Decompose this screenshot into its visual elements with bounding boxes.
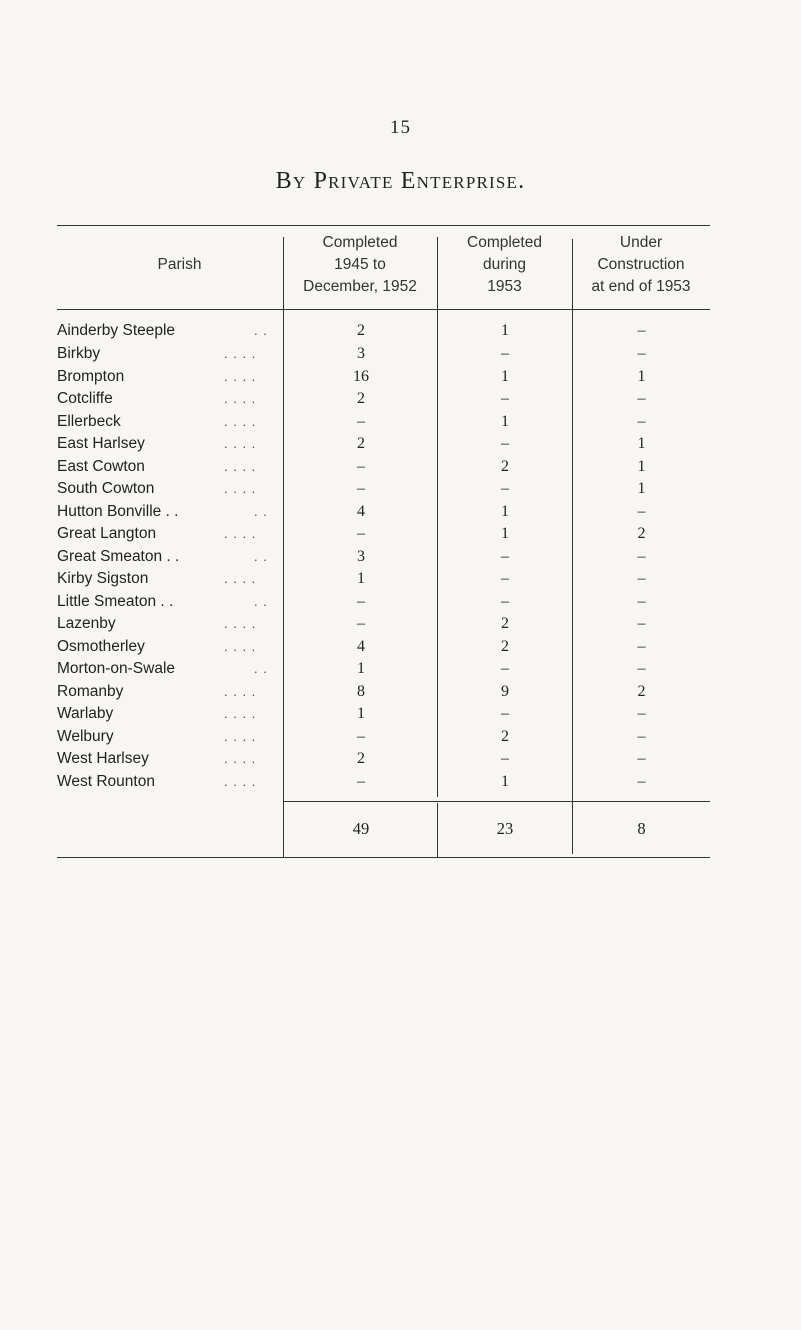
page-number: 15 — [390, 117, 411, 138]
table-row — [57, 591, 710, 614]
total-under-construction: 8 — [637, 819, 646, 838]
cell-under-construction: 1 — [637, 367, 646, 385]
cell-under-construction: – — [637, 390, 646, 407]
cell-completed-1945-1952: 3 — [357, 345, 365, 362]
cell-completed-1953: 2 — [501, 457, 509, 475]
cell-completed-1945-1952: 4 — [357, 637, 365, 655]
parish-name: Little Smeaton . . — [57, 592, 174, 610]
table-row — [57, 658, 710, 681]
leader-dots: . . . . — [224, 346, 257, 361]
leader-dots: . . . . — [224, 413, 257, 429]
cell-completed-1953: 1 — [501, 367, 509, 385]
totals-row — [57, 818, 710, 841]
cell-under-construction: 1 — [637, 457, 646, 475]
leader-dots: . . . . — [224, 571, 257, 586]
parish-name: Great Langton — [57, 525, 157, 542]
parish-name: Great Smeaton . . — [57, 547, 180, 565]
leader-dots: . . . . — [224, 436, 257, 451]
parish-name: Birkby — [57, 345, 101, 362]
leader-dots: . . . . — [224, 706, 257, 721]
cell-under-construction: – — [637, 705, 646, 722]
parish-name: Cotcliffe — [57, 390, 113, 407]
total-completed-1945-1952: 49 — [352, 819, 370, 838]
cell-completed-1945-1952: – — [357, 457, 365, 475]
parish-name: Lazenby — [57, 615, 116, 632]
cell-completed-1945-1952: – — [357, 772, 365, 790]
cell-completed-1953: 1 — [501, 412, 509, 430]
housing-table — [57, 225, 710, 857]
cell-under-construction: – — [637, 412, 646, 430]
cell-completed-1945-1952: – — [357, 412, 365, 430]
table-row — [57, 613, 710, 636]
cell-completed-1953: – — [501, 592, 509, 610]
table-row — [57, 726, 710, 749]
cell-completed-1953: 1 — [501, 525, 509, 542]
leader-dots: . . . . — [224, 773, 257, 789]
cell-under-construction: – — [637, 772, 646, 790]
cell-under-construction: – — [637, 750, 646, 767]
cell-under-construction: – — [637, 660, 646, 677]
cell-completed-1945-1952: – — [357, 727, 365, 745]
table-row — [57, 320, 710, 343]
cell-completed-1945-1952: 3 — [357, 547, 365, 565]
table-row — [57, 636, 710, 659]
leader-dots: . . — [254, 593, 268, 609]
cell-completed-1953: – — [501, 345, 509, 362]
cell-under-construction: – — [637, 592, 646, 610]
parish-name: Osmotherley — [57, 637, 145, 655]
total-rule — [284, 801, 710, 802]
cell-completed-1945-1952: – — [357, 615, 365, 632]
cell-under-construction: – — [637, 637, 646, 655]
table-row — [57, 771, 710, 794]
parish-name: East Cowton — [57, 457, 145, 475]
leader-dots: . . . . — [224, 368, 257, 384]
cell-completed-1945-1952: 2 — [357, 750, 365, 767]
cell-under-construction: – — [637, 502, 646, 520]
cell-completed-1945-1952: – — [357, 525, 365, 542]
cell-completed-1945-1952: 1 — [357, 570, 365, 587]
leader-dots: . . — [254, 503, 268, 519]
parish-name: Welbury — [57, 727, 114, 745]
table-row — [57, 478, 710, 501]
table-row — [57, 501, 710, 524]
parish-name: Romanby — [57, 682, 124, 700]
leader-dots: . . . . — [224, 728, 257, 744]
cell-completed-1953: 1 — [501, 322, 509, 339]
parish-name: East Harlsey — [57, 435, 145, 452]
total-completed-1953: 23 — [496, 819, 514, 838]
cell-completed-1945-1952: 4 — [357, 502, 365, 520]
cell-completed-1953: 9 — [501, 682, 509, 700]
page-title — [0, 168, 801, 195]
cell-under-construction: 1 — [637, 480, 646, 497]
title-word-private: Private — [313, 168, 394, 194]
table-row — [57, 681, 710, 704]
table-row — [57, 703, 710, 726]
cell-completed-1953: 2 — [501, 727, 509, 745]
cell-under-construction: – — [637, 322, 646, 339]
table-row — [57, 433, 710, 456]
cell-under-construction: – — [637, 727, 646, 745]
cell-completed-1953: 2 — [501, 637, 509, 655]
top-rule — [57, 225, 710, 226]
leader-dots: . . . . — [224, 481, 257, 496]
header-completed-1953: Completed during 1953 — [467, 234, 542, 295]
cell-under-construction: 2 — [637, 525, 646, 542]
cell-completed-1953: – — [501, 390, 509, 407]
table-row — [57, 411, 710, 434]
header-parish: Parish — [157, 256, 202, 273]
cell-completed-1945-1952: 2 — [357, 390, 365, 407]
cell-completed-1953: – — [501, 750, 509, 767]
header-rule — [57, 309, 710, 310]
parish-name: West Rounton — [57, 772, 155, 790]
cell-completed-1945-1952: – — [357, 480, 365, 497]
parish-name: Ainderby Steeple — [57, 322, 176, 339]
table-row — [57, 523, 710, 546]
cell-completed-1953: – — [501, 480, 509, 497]
parish-name: Brompton — [57, 367, 125, 385]
cell-completed-1953: – — [501, 570, 509, 587]
cell-completed-1953: – — [501, 705, 509, 722]
table-row — [57, 568, 710, 591]
leader-dots: . . . . — [224, 526, 257, 541]
parish-name: Hutton Bonville . . — [57, 502, 179, 520]
cell-completed-1945-1952: 16 — [353, 367, 369, 385]
cell-completed-1953: – — [501, 547, 509, 565]
cell-under-construction: – — [637, 570, 646, 587]
leader-dots: . . — [254, 661, 268, 676]
leader-dots: . . . . — [224, 391, 257, 406]
leader-dots: . . . . — [224, 751, 257, 766]
leader-dots: . . . . — [224, 458, 257, 474]
parish-name: Ellerbeck — [57, 412, 121, 430]
cell-completed-1945-1952: – — [357, 592, 365, 610]
parish-name: Warlaby — [57, 705, 114, 722]
leader-dots: . . . . — [224, 616, 257, 631]
cell-completed-1953: – — [501, 435, 509, 452]
title-word-enterprise: Enterprise. — [400, 168, 526, 194]
leader-dots: . . . . — [224, 683, 257, 699]
title-word-by: By — [275, 168, 307, 194]
leader-dots: . . . . — [224, 638, 257, 654]
cell-under-construction: – — [637, 345, 646, 362]
cell-completed-1945-1952: 1 — [357, 705, 365, 722]
bottom-rule — [57, 857, 710, 858]
cell-under-construction: 1 — [637, 435, 646, 452]
leader-dots: . . — [254, 323, 268, 338]
cell-completed-1953: 2 — [501, 615, 509, 632]
parish-name: West Harlsey — [57, 750, 149, 767]
leader-dots: . . — [254, 548, 268, 564]
parish-name: Morton-on-Swale — [57, 660, 176, 677]
cell-completed-1945-1952: 2 — [357, 322, 365, 339]
table-row — [57, 366, 710, 389]
cell-completed-1945-1952: 1 — [357, 660, 365, 677]
table-row — [57, 456, 710, 479]
cell-under-construction: – — [637, 615, 646, 632]
parish-name: South Cowton — [57, 480, 155, 497]
cell-completed-1953: 1 — [501, 772, 509, 790]
table-row — [57, 343, 710, 366]
cell-completed-1945-1952: 8 — [357, 682, 365, 700]
cell-completed-1953: – — [501, 660, 509, 677]
table-row — [57, 388, 710, 411]
cell-completed-1953: 1 — [501, 502, 509, 520]
table-row — [57, 748, 710, 771]
table-row — [57, 546, 710, 569]
cell-under-construction: – — [637, 547, 646, 565]
cell-under-construction: 2 — [637, 682, 646, 700]
parish-name: Kirby Sigston — [57, 570, 149, 587]
header-completed-1945-1952: Completed 1945 to December, 1952 — [303, 234, 417, 295]
cell-completed-1945-1952: 2 — [357, 435, 365, 452]
header-under-construction: Under Construction at end of 1953 — [591, 234, 691, 295]
